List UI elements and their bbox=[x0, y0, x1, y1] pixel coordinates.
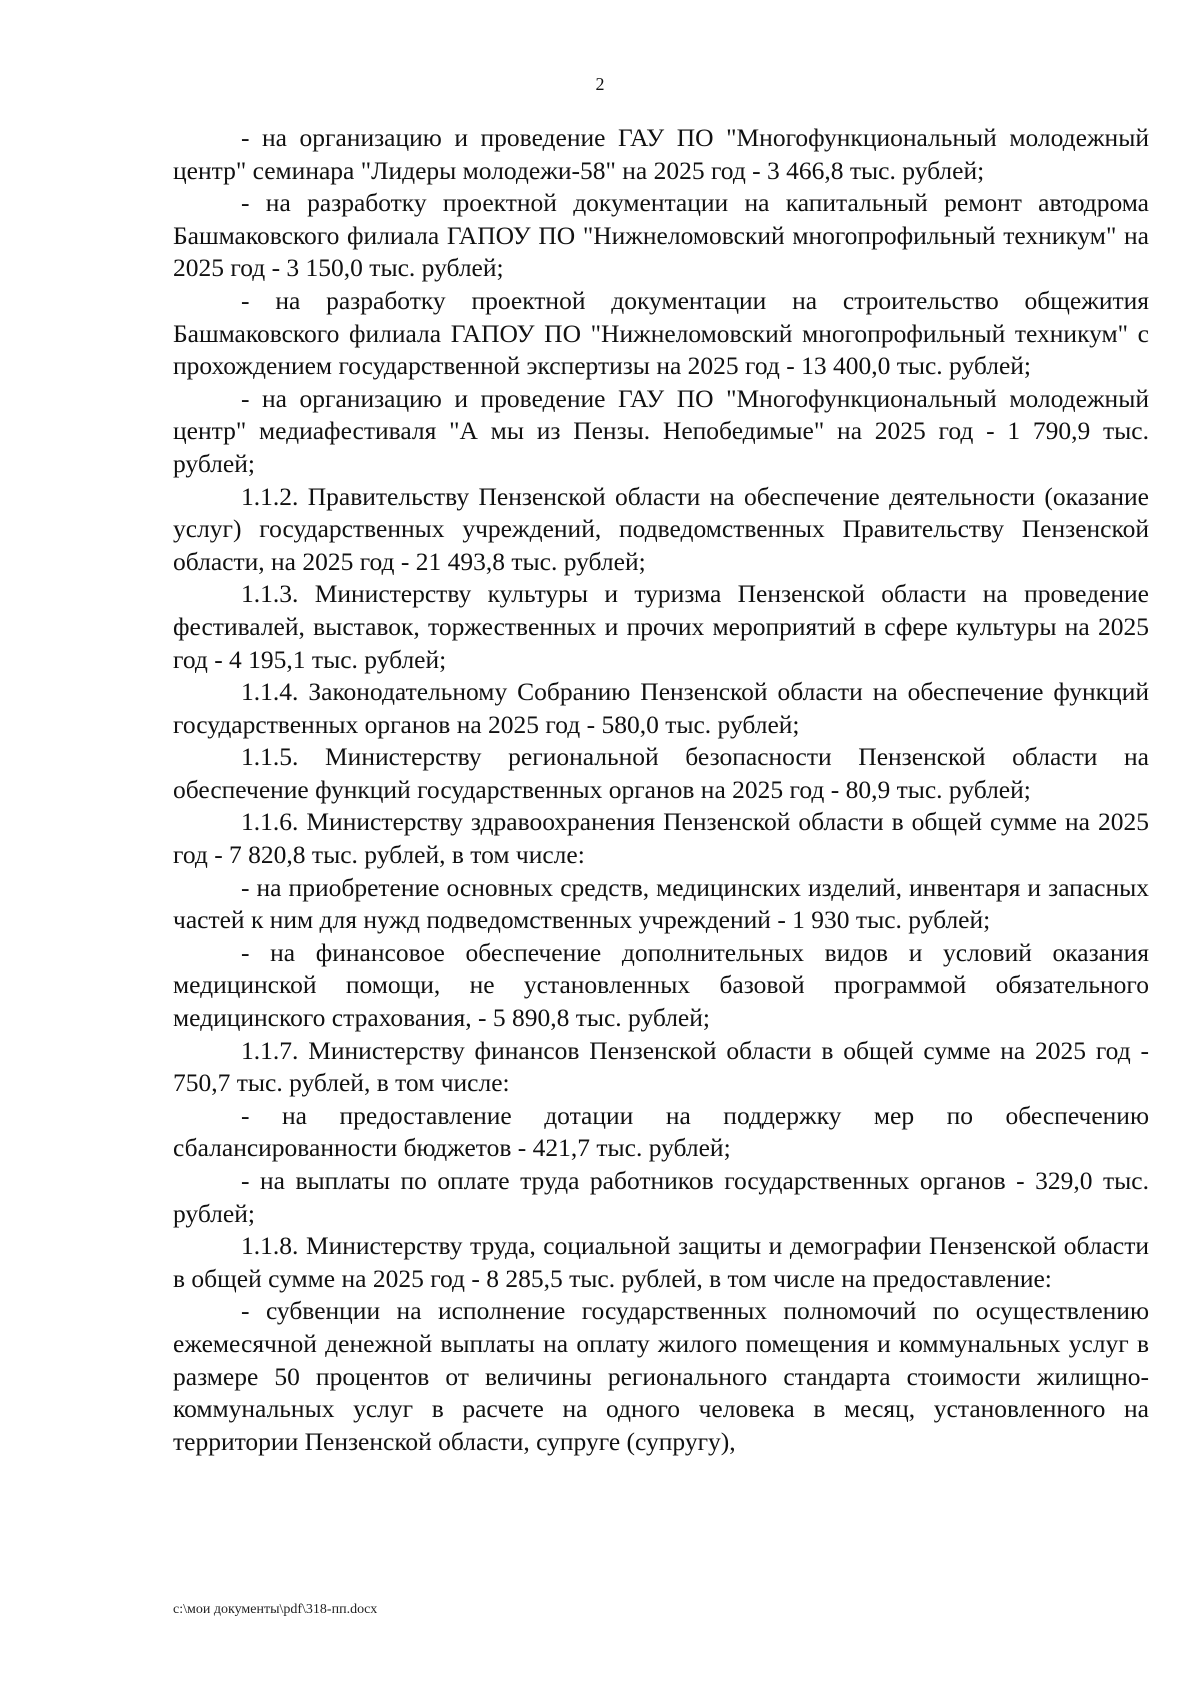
paragraph-7: 1.1.4. Законодательному Собранию Пензенской области на обеспечение функций государственных органов на 2025 год - 580,0 тыс. рублей; bbox=[173, 677, 1149, 739]
paragraph-4: - на организацию и проведение ГАУ ПО "Многофункциональный молодежный центр" медиафестиваля "А мы из Пензы. Непобедимые" на 2025 год - 1 790,9 тыс. рублей; bbox=[173, 383, 1149, 478]
paragraph-6: 1.1.3. Министерству культуры и туризма Пензенской области на проведение фестивалей, выставок, торжественных и прочих мероприятий в сфере культуры на 2025 год - 4 195,1 тыс. рублей; bbox=[173, 579, 1149, 674]
paragraph-8: 1.1.5. Министерству региональной безопасности Пензенской области на обеспечение функций государственных органов на 2025 год - 80,9 тыс. рублей; bbox=[173, 742, 1149, 804]
document-body bbox=[173, 122, 1149, 1458]
footer-file-path: c:\мои документы\pdf\318-пп.docx bbox=[173, 1602, 378, 1617]
paragraph-10: - на приобретение основных средств, медицинских изделий, инвентаря и запасных частей к ним для нужд подведомственных учреждений - 1 930 тыс. рублей; bbox=[173, 872, 1149, 935]
paragraph-14: - на выплаты по оплате труда работников государственных органов - 329,0 тыс. рублей; bbox=[173, 1166, 1149, 1228]
paragraph-2: - на разработку проектной документации на капитальный ремонт автодрома Башмаковского филиала ГАПОУ ПО "Нижнеломовский многопрофильный техникум" на 2025 год - 3 150,0 тыс. рублей; bbox=[173, 188, 1149, 283]
paragraph-1: - на организацию и проведение ГАУ ПО "Многофункциональный молодежный центр" семинара "Лидеры молодежи-58" на 2025 год - 3 466,8 тыс. рублей; bbox=[173, 123, 1149, 185]
page-number: 2 bbox=[595, 74, 605, 94]
paragraph-13: - на предоставление дотации на поддержку мер по обеспечению сбалансированности бюджетов - 421,7 тыс. рублей; bbox=[173, 1100, 1149, 1163]
paragraph-3: - на разработку проектной документации на строительство общежития Башмаковского филиала ГАПОУ ПО "Нижнеломовский многопрофильный техникум" с прохождением государственной экспертизы на 2025 год - 13 400,0 тыс. рублей; bbox=[173, 285, 1149, 381]
paragraph-11: - на финансовое обеспечение дополнительных видов и условий оказания медицинской помощи, не установленных базовой программой обязательного медицинского страхования, - 5 890,8 тыс. рублей; bbox=[173, 937, 1149, 1033]
paragraph-15: 1.1.8. Министерству труда, социальной защиты и демографии Пензенской области в общей сумме на 2025 год - 8 285,5 тыс. рублей, в том числе на предоставление: bbox=[173, 1231, 1149, 1293]
paragraph-12: 1.1.7. Министерству финансов Пензенской области в общей сумме на 2025 год - 750,7 тыс. рублей, в том числе: bbox=[173, 1035, 1149, 1098]
paragraph-9: 1.1.6. Министерству здравоохранения Пензенской области в общей сумме на 2025 год - 7 820,8 тыс. рублей, в том числе: bbox=[173, 807, 1149, 870]
paragraph-16: - субвенции на исполнение государственных полномочий по осуществлению ежемесячной денежной выплаты на оплату жилого помещения и коммунальных услуг в размере 50 процентов от величины регионального стандарта стоимости жилищно-коммунальных услуг в расчете на одного человека в месяц, установленного на территории Пензенской области, супруге (супругу), bbox=[173, 1296, 1149, 1456]
paragraph-5: 1.1.2. Правительству Пензенской области на обеспечение деятельности (оказание услуг) государственных учреждений, подведомственных Правительству Пензенской области, на 2025 год - 21 493,8 тыс. рублей; bbox=[173, 481, 1149, 576]
